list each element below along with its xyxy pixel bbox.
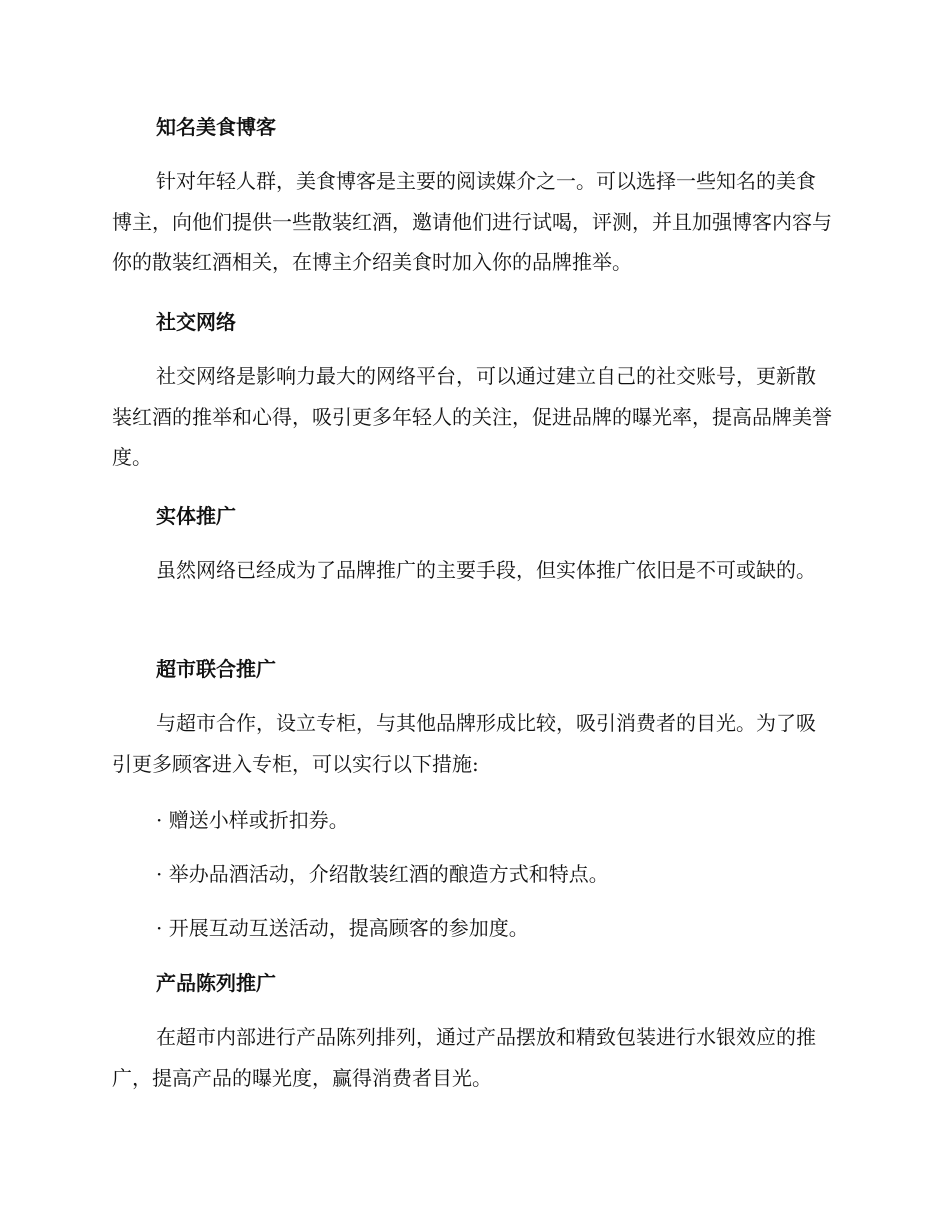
section-heading: 超市联合推广 [156,657,276,681]
bullet-item: · 举办品酒活动，介绍散装红酒的酿造方式和特点。 [156,862,609,886]
section-paragraph: 社交网络是影响力最大的网络平台，可以通过建立自己的社交账号，更新散装红酒的推举和心得，吸引更多年轻人的关注，促进品牌的曝光率，提高品牌美誉度。 [112,364,832,469]
section-paragraph: 与超市合作，设立专柜，与其他品牌形成比较，吸引消费者的目光。为了吸引更多顾客进入专柜，可以实行以下措施: [112,711,816,776]
section-heading: 实体推广 [156,504,236,528]
section-paragraph: 在超市内部进行产品陈列排列，通过产品摆放和精致包装进行水银效应的推广，提高产品的曝光度，赢得消费者目光。 [112,1025,816,1090]
bullet-item: · 开展互动互送活动，提高顾客的参加度。 [156,916,529,940]
section-heading: 产品陈列推广 [156,971,276,995]
section-paragraph: 针对年轻人群，美食博客是主要的阅读媒介之一。可以选择一些知名的美食博主，向他们提供一些散装红酒，邀请他们进行试喝，评测，并且加强博客内容与你的散装红酒相关，在博主介绍美食时加入你的品牌推举。 [112,169,832,274]
bullet-item: · 赠送小样或折扣券。 [156,808,349,832]
section-heading: 社交网络 [156,310,236,334]
section-heading: 知名美食博客 [156,115,276,139]
section-paragraph: 虽然网络已经成为了品牌推广的主要手段，但实体推广依旧是不可或缺的。 [156,558,816,582]
